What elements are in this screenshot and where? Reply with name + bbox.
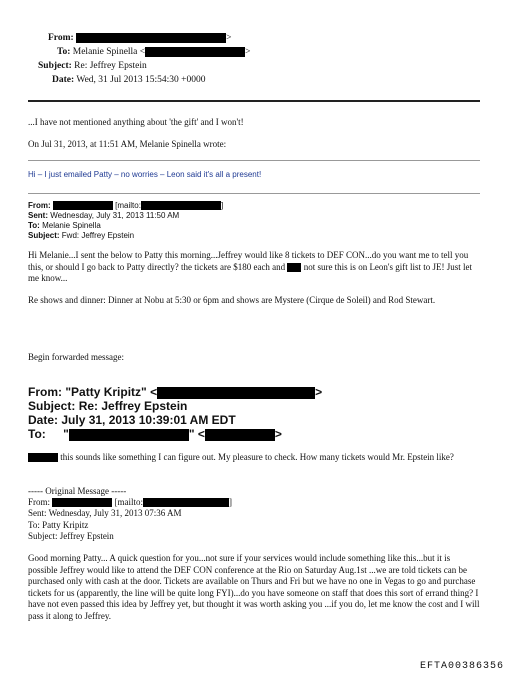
patty-reply-text: this sounds like something I can figure out. My pleasure to check. How many tickets would Mr. Epstein like? xyxy=(60,452,454,462)
email-header-to xyxy=(57,46,251,58)
email-header-subject xyxy=(38,60,147,72)
orig-sent: Sent: Wednesday, July 31, 2013 07:36 AM xyxy=(28,508,182,518)
outlook-header xyxy=(28,201,223,241)
paragraph-tickets-b: not sure this is on Leon's gift list to JE! Just let me know... xyxy=(28,261,473,283)
fwd-to-mid: " < xyxy=(188,427,205,441)
redaction xyxy=(145,47,245,57)
outlook-sent xyxy=(28,211,223,221)
outlook-subject-value: Fwd: Jeffrey Epstein xyxy=(61,231,135,240)
outlook-from xyxy=(28,201,223,211)
outlook-subject-label: Subject: xyxy=(28,231,60,240)
fwd-date-value: July 31, 2013 10:39:01 AM EDT xyxy=(61,413,236,427)
fwd-from-suffix: > xyxy=(315,385,323,399)
redaction xyxy=(143,498,229,507)
outlook-mailto-close: ] xyxy=(220,201,224,210)
outlook-sent-label: Sent: xyxy=(28,211,48,220)
outlook-mailto: [mailto: xyxy=(115,201,141,210)
reply-line: ...I have not mentioned anything about 'the gift' and I won't! xyxy=(28,117,244,127)
fwd-to-suffix: > xyxy=(274,427,282,441)
outlook-subject xyxy=(28,231,223,241)
fwd-from-value: "Patty Kripitz" < xyxy=(65,385,158,399)
date-label: Date: xyxy=(52,75,75,85)
to-suffix: > xyxy=(245,47,251,57)
fwd-date xyxy=(28,413,236,427)
subject-label: Subject: xyxy=(38,61,72,71)
fwd-from xyxy=(28,385,322,399)
paragraph-tickets xyxy=(28,250,483,285)
redaction xyxy=(141,201,224,210)
to-label: To: xyxy=(57,47,71,57)
fwd-from-label: From: xyxy=(28,385,62,399)
header-divider xyxy=(28,100,480,102)
orig-body: Good morning Patty... A quick question for you...not sure if your services would include something like this...but it is possible Jeffrey would like to attend the DEF CON conference at the Rio on Saturday Aug.1st ...we are told tickets can be purchased only with cash at the door. Tickets are available on Thurs and Fri but we have no one in Vegas to go and purchase tickets for us (apparently, the line will be quite long FYI)...do you have someone on staff that does this sort of errand thing? I have not even passed this idea by Jeffrey yet, but thought it was worth asking you ...if you do, let me know the cost and I will pass it along to Jeffrey. xyxy=(28,553,480,621)
paragraph-tickets-a: Hi Melanie...I sent the below to Patty this morning...Jeffrey would like 8 tickets to DEF CON...do you want me to tell you this, or should I go back to Patty directly? the tickets are $180 each and xyxy=(28,250,469,272)
email-header-from xyxy=(48,32,231,44)
fwd-subject-label: Subject: xyxy=(28,399,76,413)
outlook-sent-value: Wednesday, July 31, 2013 11:50 AM xyxy=(50,211,180,220)
date-value: Wed, 31 Jul 2013 15:54:30 +0000 xyxy=(76,75,206,85)
begin-forwarded: Begin forwarded message: xyxy=(28,352,124,362)
orig-from-label: From: xyxy=(28,497,51,507)
outlook-to xyxy=(28,221,223,231)
quoted-message: Hi – I just emailed Patty – no worries – Leon said it's all a present! xyxy=(28,170,262,179)
email-header-date xyxy=(52,74,206,86)
quote-intro: On Jul 31, 2013, at 11:51 AM, Melanie Spinella wrote: xyxy=(28,139,227,149)
redaction xyxy=(28,453,58,462)
outlook-from-label: From: xyxy=(28,201,51,210)
fwd-date-label: Date: xyxy=(28,413,59,427)
redaction xyxy=(53,201,113,210)
orig-from xyxy=(28,497,232,509)
patty-reply xyxy=(28,452,483,464)
original-message-marker: ----- Original Message ----- xyxy=(28,486,127,496)
from-label: From: xyxy=(48,33,74,43)
to-value: Melanie Spinella < xyxy=(72,47,146,57)
document-id: EFTA00386356 xyxy=(419,661,504,672)
fwd-to-label: To: xyxy=(28,427,46,441)
orig-mailto-close: ] xyxy=(229,497,233,507)
orig-to: To: Patty Kripitz xyxy=(28,520,89,530)
from-suffix: > xyxy=(226,33,232,43)
redaction xyxy=(287,263,301,272)
redaction xyxy=(76,33,226,43)
redaction xyxy=(52,498,112,507)
redaction xyxy=(205,429,275,441)
redaction xyxy=(157,387,315,399)
fwd-to-open: " xyxy=(63,427,69,441)
paragraph-shows: Re shows and dinner: Dinner at Nobu at 5:30 or 6pm and shows are Mystere (Cirque de Soleil) and Rod Stewart. xyxy=(28,295,436,305)
outlook-divider xyxy=(28,193,480,194)
fwd-subject-value: Re: Jeffrey Epstein xyxy=(78,399,188,413)
subject-value: Re: Jeffrey Epstein xyxy=(74,61,147,71)
orig-mailto: [mailto: xyxy=(114,497,144,507)
outlook-to-value: Melanie Spinella xyxy=(42,221,101,230)
quote-divider xyxy=(28,160,480,161)
fwd-to xyxy=(28,427,282,441)
orig-subject: Subject: Jeffrey Epstein xyxy=(28,531,114,541)
outlook-to-label: To: xyxy=(28,221,40,230)
fwd-subject xyxy=(28,399,187,413)
redaction xyxy=(69,429,189,441)
